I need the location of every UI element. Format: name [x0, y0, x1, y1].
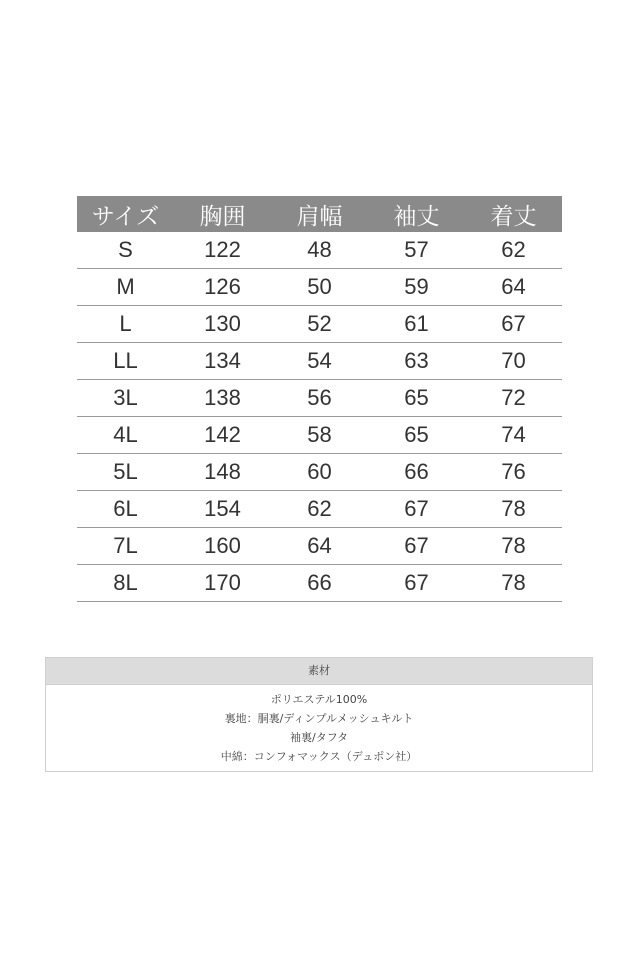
header-size: サイズ	[77, 196, 174, 232]
header-shoulder: 肩幅	[271, 196, 368, 232]
cell-size: M	[77, 269, 174, 306]
material-box	[45, 657, 593, 772]
cell-length: 76	[465, 454, 562, 491]
cell-shoulder: 56	[271, 380, 368, 417]
size-table-header-row	[77, 196, 562, 232]
cell-shoulder: 62	[271, 491, 368, 528]
cell-shoulder: 52	[271, 306, 368, 343]
table-row	[77, 528, 562, 565]
table-row	[77, 454, 562, 491]
cell-length: 78	[465, 528, 562, 565]
cell-size: 8L	[77, 565, 174, 602]
material-title: 素材	[46, 658, 592, 685]
cell-chest: 160	[174, 528, 271, 565]
cell-chest: 154	[174, 491, 271, 528]
cell-shoulder: 66	[271, 565, 368, 602]
table-row	[77, 343, 562, 380]
cell-shoulder: 50	[271, 269, 368, 306]
cell-length: 74	[465, 417, 562, 454]
cell-chest: 126	[174, 269, 271, 306]
cell-chest: 134	[174, 343, 271, 380]
table-row	[77, 306, 562, 343]
cell-chest: 142	[174, 417, 271, 454]
cell-length: 78	[465, 491, 562, 528]
material-line: 中綿：コンフォマックス（デュポン社）	[220, 750, 418, 763]
cell-size: L	[77, 306, 174, 343]
cell-shoulder: 48	[271, 232, 368, 269]
cell-size: 5L	[77, 454, 174, 491]
cell-sleeve: 59	[368, 269, 465, 306]
cell-size: 3L	[77, 380, 174, 417]
material-body	[46, 685, 592, 771]
header-sleeve: 袖丈	[368, 196, 465, 232]
cell-shoulder: 54	[271, 343, 368, 380]
cell-size: 7L	[77, 528, 174, 565]
cell-shoulder: 64	[271, 528, 368, 565]
table-row	[77, 417, 562, 454]
table-row	[77, 565, 562, 602]
cell-chest: 122	[174, 232, 271, 269]
size-table	[77, 196, 562, 602]
table-row	[77, 269, 562, 306]
table-row	[77, 491, 562, 528]
cell-sleeve: 65	[368, 417, 465, 454]
table-row	[77, 232, 562, 269]
cell-sleeve: 57	[368, 232, 465, 269]
cell-sleeve: 61	[368, 306, 465, 343]
cell-sleeve: 66	[368, 454, 465, 491]
cell-sleeve: 67	[368, 491, 465, 528]
cell-sleeve: 65	[368, 380, 465, 417]
cell-size: 6L	[77, 491, 174, 528]
cell-shoulder: 60	[271, 454, 368, 491]
table-row	[77, 380, 562, 417]
cell-size: LL	[77, 343, 174, 380]
material-line: 裏地：胴裏/ディンプルメッシュキルト	[224, 712, 414, 725]
material-line: 袖裏/タフタ	[290, 731, 348, 744]
cell-chest: 148	[174, 454, 271, 491]
cell-shoulder: 58	[271, 417, 368, 454]
cell-length: 64	[465, 269, 562, 306]
cell-length: 62	[465, 232, 562, 269]
material-line: ポリエステル100%	[270, 693, 368, 706]
cell-length: 67	[465, 306, 562, 343]
cell-sleeve: 67	[368, 565, 465, 602]
cell-length: 72	[465, 380, 562, 417]
cell-sleeve: 67	[368, 528, 465, 565]
header-length: 着丈	[465, 196, 562, 232]
cell-chest: 130	[174, 306, 271, 343]
cell-size: S	[77, 232, 174, 269]
cell-length: 70	[465, 343, 562, 380]
cell-length: 78	[465, 565, 562, 602]
header-chest: 胸囲	[174, 196, 271, 232]
cell-size: 4L	[77, 417, 174, 454]
cell-chest: 138	[174, 380, 271, 417]
cell-sleeve: 63	[368, 343, 465, 380]
cell-chest: 170	[174, 565, 271, 602]
